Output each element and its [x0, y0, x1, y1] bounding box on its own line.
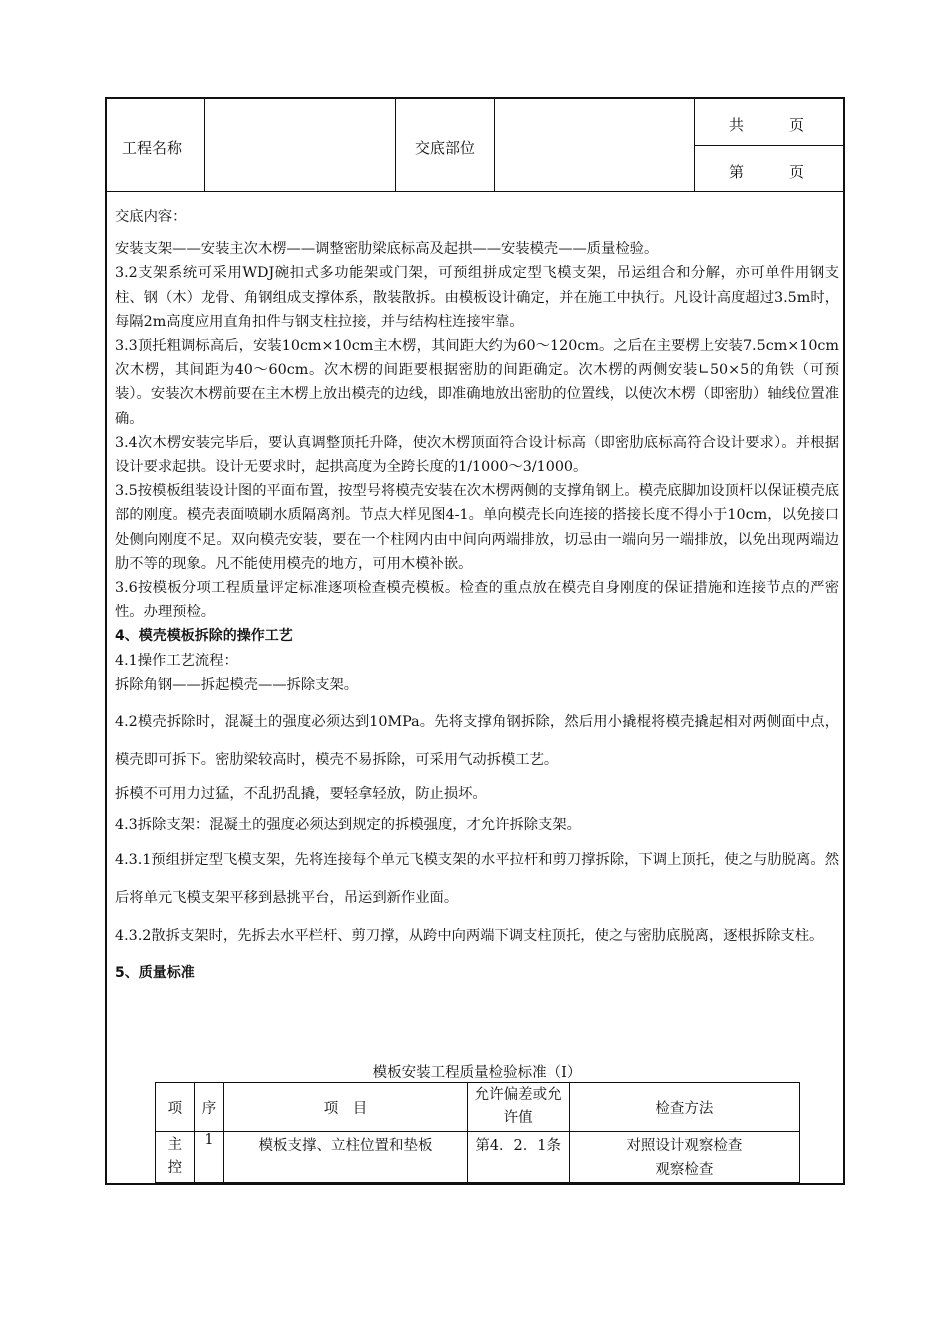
header-divider: [694, 145, 845, 146]
header-method: 检查方法: [569, 1083, 799, 1132]
header-bottom-line: [107, 191, 845, 192]
header-divider: [494, 99, 495, 192]
cell-method: [569, 1132, 799, 1183]
header-divider: [204, 99, 205, 192]
header-divider: [395, 99, 396, 192]
total-pages: 共 页: [729, 116, 805, 134]
cell-item: 模板支撑、立柱位置和垫板: [224, 1132, 467, 1183]
cell-no: 1: [194, 1132, 224, 1183]
disclosure-content: [115, 205, 839, 991]
cell-category: 主控: [156, 1132, 195, 1183]
paragraph: 3.2支架系统可采用WDJ碗扣式多功能架或门架，可预组拼成定型飞模支架，吊运组合和分解，亦可单件用钢支柱、钢（木）龙骨、角钢组成支撑体系，散装散拆。由模板设计确定，并在施工中执行。凡设计高度超过3.5m时，每隔2m高度应用直角扣件与钢支柱拉接，并与结构柱连接牢靠。: [115, 265, 839, 330]
page-number: 第 页: [729, 163, 805, 181]
method-line: 对照设计观察检查: [626, 1138, 743, 1154]
position-label: 交底部位: [415, 139, 476, 157]
paragraph: 4.2模壳拆除时，混凝土的强度必须达到10MPa。先将支撑角钢拆除，然后用小撬棍将模壳撬起相对两侧面中点，模壳即可拆下。密肋梁较高时，模壳不易拆除，可采用气动拆模工艺。: [115, 714, 839, 769]
content-heading: 交底内容：: [115, 209, 187, 225]
paragraph: 3.4次木楞安装完毕后，要认真调整顶托升降，使次木楞顶面符合设计标高（即密肋底标高符合设计要求）。并根据设计要求起拱。设计无要求时，起拱高度为全跨长度的1/1000～3/1000。: [115, 434, 839, 476]
table-title: 模板安装工程质量检验标准（Ⅰ）: [372, 1065, 582, 1081]
paragraph: 4.3.1预组拼定型飞模支架，先将连接每个单元飞模支架的水平拉杆和剪刀撑拆除，下调上顶托，使之与肋脱离。然后将单元飞模支架平移到悬挑平台，吊运到新作业面。: [115, 852, 839, 907]
disclosure-form: [105, 97, 845, 1185]
paragraph: 4.3.2散拆支架时，先拆去水平栏杆、剪刀撑，从跨中向两端下调支柱顶托，使之与密肋底脱离，逐根拆除支柱。: [115, 928, 824, 945]
header-no: 序: [194, 1083, 224, 1132]
header-category: 项: [156, 1083, 195, 1132]
header-tolerance: 允许偏差或允许值: [467, 1083, 569, 1132]
section-heading: 4、模壳模板拆除的操作工艺: [115, 628, 293, 645]
paragraph: 4.3拆除支架：混凝土的强度必须达到规定的拆模强度，才允许拆除支架。: [115, 817, 581, 834]
method-line: 观察检查: [655, 1162, 714, 1178]
section-heading: 5、质量标准: [115, 965, 195, 982]
table-row: [156, 1132, 800, 1183]
header-item: 项 目: [224, 1083, 467, 1132]
paragraph: 3.5按模板组装设计图的平面布置，按型号将模壳安装在次木楞两侧的支撑角钢上。模壳底脚加设顶杆以保证模壳底部的刚度。模壳表面喷刷水质隔离剂。节点大样见图4-1。单向模壳长向连接的搭接长度不得小于10cm，以免接口处侧向刚度不足。双向模壳安装，要在一个柱网内由中间向两端排放，切忌由一端向另一端排放，以免出现两端边肋不等的现象。凡不能使用模壳的地方，可用木模补嵌。: [115, 483, 839, 572]
paragraph: 拆除角钢——拆起模壳——拆除支架。: [115, 676, 359, 693]
paragraph: 3.6按模板分项工程质量评定标准逐项检查模壳模板。检查的重点放在模壳自身刚度的保证措施和连接节点的严密性。办理预检。: [115, 580, 839, 621]
paragraph: 3.3顶托粗调标高后，安装10cm×10cm主木楞，其间距大约为60～120cm。之后在主要楞上安装7.5cm×10cm次木楞，其间距为40～60cm。次木楞的间距要根据密肋的间距确定。次木楞的两侧安装∟50×5的角铁（可预装）。安装次木楞前要在主木楞上放出模壳的边线，即准确地放出密肋的位置线，以使次木楞（即密肋）轴线位置准确。: [115, 338, 839, 427]
paragraph: 4.1操作工艺流程：: [115, 652, 238, 669]
project-name-label: 工程名称: [122, 139, 183, 157]
paragraph: 安装支架——安装主次木楞——调整密肋梁底标高及起拱——安装模壳——质量检验。: [115, 241, 659, 258]
paragraph: 拆模不可用力过猛，不乱扔乱撬，要轻拿轻放，防止损坏。: [115, 786, 487, 803]
quality-standard-table: [155, 1082, 800, 1183]
cell-tolerance: 第4．2．1条: [467, 1132, 569, 1183]
